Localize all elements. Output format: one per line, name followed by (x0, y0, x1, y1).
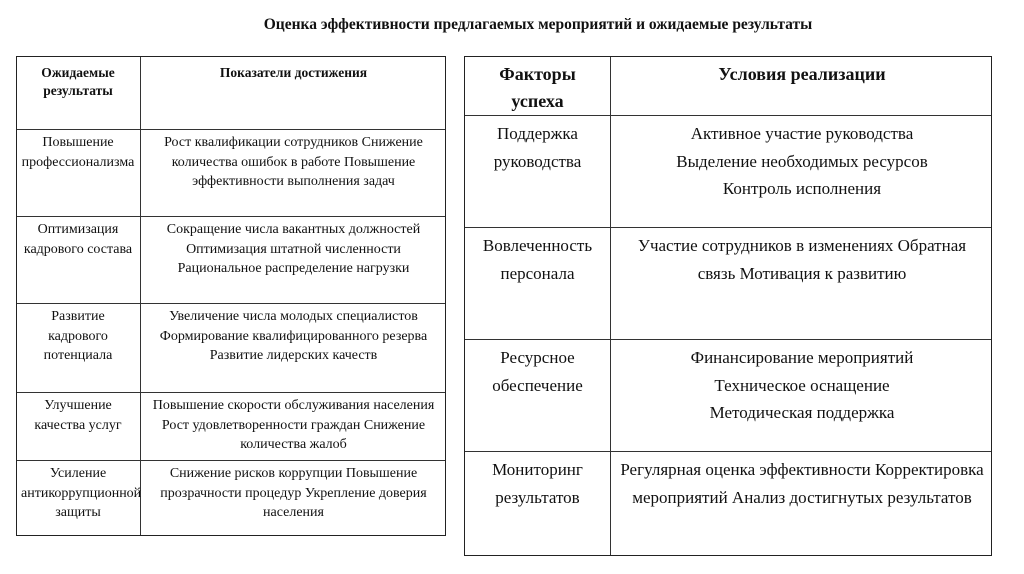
condition-line: Контроль исполнения (722, 179, 882, 198)
factor-cell: Поддержка руководства (493, 124, 582, 171)
indicators-cell: Снижение рисков коррупции Повышение прозрачности процедур Укрепление доверия населения (160, 466, 427, 520)
table-row (17, 393, 445, 461)
factor-cell: Вовлеченность персонала (482, 236, 593, 283)
header-achievement-indicators: Показатели достижения (219, 65, 368, 80)
table-row (465, 340, 991, 452)
table-row (17, 461, 445, 537)
table-row (17, 130, 445, 217)
condition-line: Финансирование мероприятий (690, 348, 914, 367)
table-row (465, 116, 991, 228)
conditions-cell (613, 340, 991, 451)
indicators-cell: Увеличение числа молодых специалистов Формирование квалифицированного резерва Развитие лидерских качеств (159, 309, 428, 363)
header-success-factors: Факторы успеха (499, 64, 576, 111)
condition-line: Активное участие руководства (690, 124, 914, 143)
result-cell: Усиление антикоррупционной защиты (21, 466, 142, 520)
table-row (17, 304, 445, 393)
table-header-row (465, 57, 991, 116)
result-cell: Развитие кадрового потенциала (43, 309, 113, 363)
success-factors-table (464, 56, 992, 556)
conditions-cell (613, 116, 991, 227)
table-header-row (17, 57, 445, 130)
page-title-text: Оценка эффективности предлагаемых мероприятий и ожидаемые результаты (263, 16, 813, 33)
table-row (465, 228, 991, 340)
conditions-cell: Участие сотрудников в изменениях Обратная связь Мотивация к развитию (637, 236, 967, 283)
result-cell: Повышение профессионализма (21, 135, 135, 170)
indicators-cell: Рост квалификации сотрудников Снижение количества ошибок в работе Повышение эффективности выполнения задач (164, 135, 423, 189)
indicators-cell: Повышение скорости обслуживания населения Рост удовлетворенности граждан Снижение количества жалоб (152, 398, 435, 452)
result-cell: Оптимизация кадрового состава (23, 222, 133, 257)
result-cell: Улучшение качества услуг (34, 398, 122, 433)
condition-line: Выделение необходимых ресурсов (676, 151, 928, 171)
expected-results-table (16, 56, 446, 536)
table-row (465, 452, 991, 557)
header-implementation-conditions: Условия реализации (718, 64, 886, 84)
condition-line: Методическая поддержка (709, 403, 895, 422)
conditions-cell: Регулярная оценка эффективности Корректировка мероприятий Анализ достигнутых результатов (620, 460, 984, 507)
indicators-cell: Сокращение числа вакантных должностей Оптимизация штатной численности Рациональное распределение нагрузки (166, 222, 421, 276)
table-row (17, 217, 445, 304)
factor-cell: Мониторинг результатов (492, 460, 583, 507)
page-title (0, 16, 1024, 34)
factor-cell: Ресурсное обеспечение (492, 348, 583, 395)
condition-line: Техническое оснащение (714, 375, 890, 395)
header-expected-results: Ожидаемые результаты (41, 65, 115, 98)
